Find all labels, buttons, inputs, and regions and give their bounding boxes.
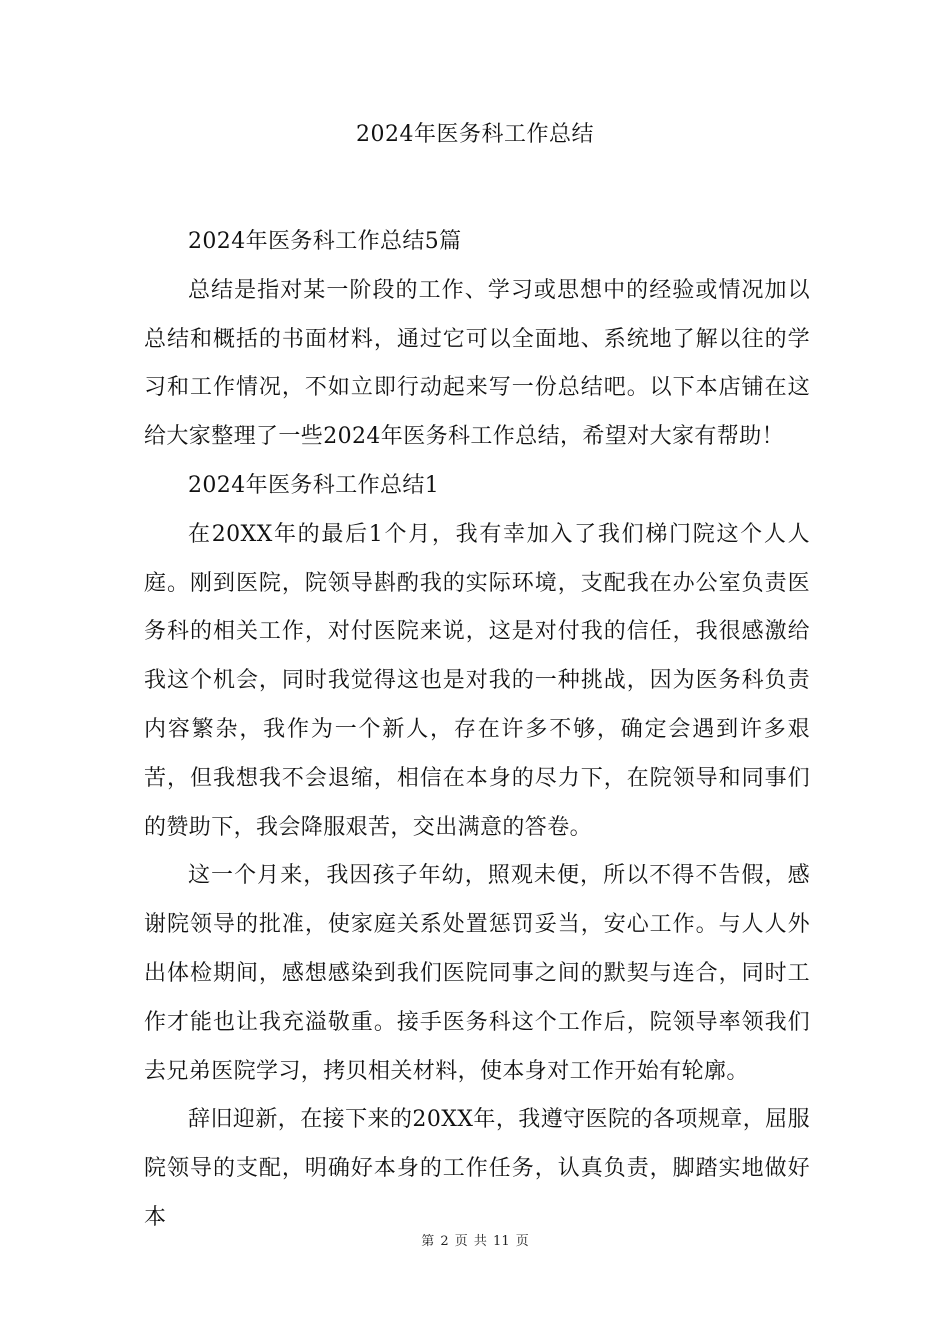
paragraph-intro: 总结是指对某一阶段的工作、学习或思想中的经验或情况加以总结和概括的书面材料，通过它可以全面地、系统地了解以往的学习和工作情况，不如立即行动起来写一份总结吧。以下本店铺在这给大家整理了一些2024年医务科工作总结，希望对大家有帮助！ (144, 277, 810, 450)
document-title: 2024年医务科工作总结 (356, 122, 594, 147)
page-footer: 第 2 页 共 11 页 (421, 1234, 529, 1249)
paragraph-body-3: 辞旧迎新，在接下来的20XX年，我遵守医院的各项规章，屈服院领导的支配，明确好本身的工作任务，认真负责，脚踏实地做好本 (144, 1107, 810, 1230)
paragraph-body-1: 在20XX年的最后1个月，我有幸加入了我们梯门院这个人人庭。刚到医院，院领导斟酌我的实际环境，支配我在办公室负责医务科的相关工作，对付医院来说，这是对付我的信任，我很感激给我这个机会，同时我觉得这也是对我的一种挑战，因为医务科负责内容繁杂，我作为一个新人，存在许多不够，确定会遇到许多艰苦，但我想我不会退缩，相信在本身的尽力下，在院领导和同事们的赞助下，我会降服艰苦，交出满意的答卷。 (144, 521, 810, 840)
paragraph-body-2: 这一个月来，我因孩子年幼，照观未便，所以不得不告假，感谢院领导的批准，使家庭关系处置惩罚妥当，安心工作。与人人外出体检期间，感想感染到我们医院同事之间的默契与连合，同时工作才能也让我充溢敬重。接手医务科这个工作后，院领导率领我们去兄弟医院学习，拷贝相关材料，使本身对工作开始有轮廓。 (144, 863, 810, 1084)
paragraph-section-heading: 2024年医务科工作总结1 (188, 472, 440, 498)
document-body (144, 218, 810, 1243)
paragraph-subtitle: 2024年医务科工作总结5篇 (188, 229, 462, 254)
